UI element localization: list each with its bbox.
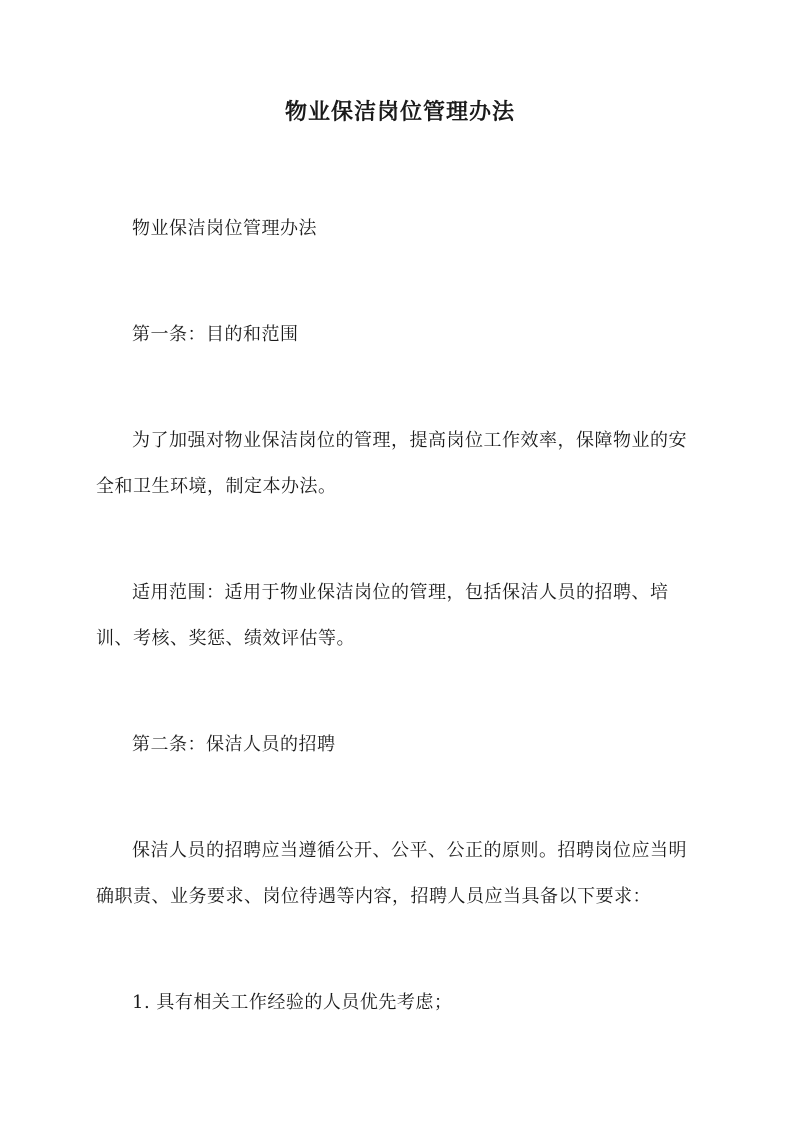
purpose-paragraph: 为了加强对物业保洁岗位的管理，提高岗位工作效率，保障物业的安全和卫生环境，制定本办法。 <box>96 430 687 497</box>
article-2-heading: 第二条：保洁人员的招聘 <box>132 734 336 755</box>
recruitment-paragraph: 保洁人员的招聘应当遵循公开、公平、公正的原则。招聘岗位应当明确职责、业务要求、岗位待遇等内容，招聘人员应当具备以下要求： <box>96 840 687 907</box>
requirement-item-1: 1. 具有相关工作经验的人员优先考虑； <box>132 992 453 1013</box>
article-1-heading: 第一条：目的和范围 <box>132 324 299 345</box>
document-subtitle: 物业保洁岗位管理办法 <box>132 218 317 239</box>
scope-paragraph: 适用范围：适用于物业保洁岗位的管理，包括保洁人员的招聘、培训、考核、奖惩、绩效评估等。 <box>96 582 669 649</box>
document-title: 物业保洁岗位管理办法 <box>284 99 515 125</box>
